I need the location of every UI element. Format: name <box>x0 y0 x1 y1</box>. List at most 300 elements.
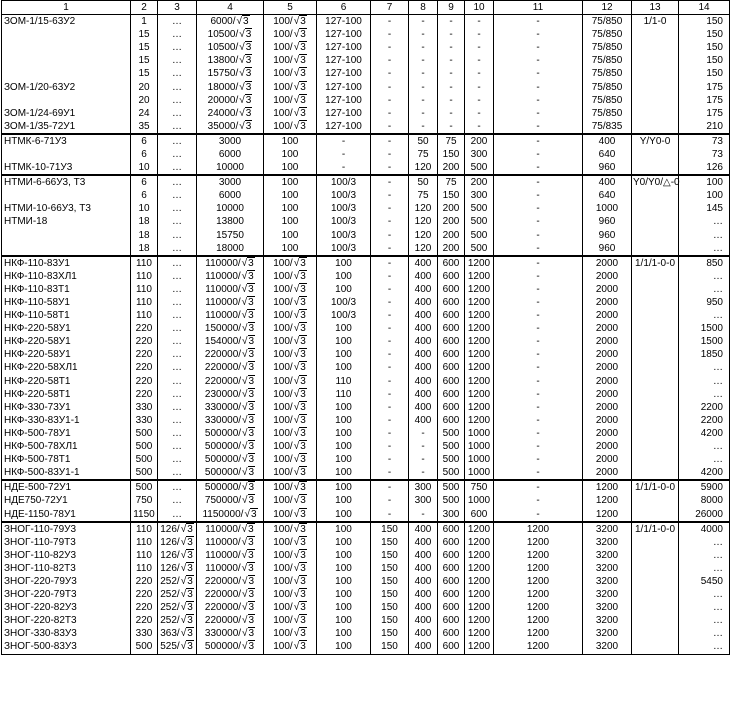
table-cell <box>632 107 679 120</box>
table-cell: 100 <box>264 229 317 242</box>
table-cell: 15 <box>131 67 158 80</box>
table-cell: 75/850 <box>583 107 632 120</box>
table-cell: - <box>371 296 409 309</box>
table-cell: … <box>158 494 197 507</box>
table-cell: 100/√3 <box>264 427 317 440</box>
table-cell: 150 <box>679 41 730 54</box>
table-cell: 100/√3 <box>264 401 317 414</box>
table-cell: 150 <box>438 148 465 161</box>
table-cell: 330000/√3 <box>197 627 264 640</box>
table-row <box>2 215 730 228</box>
table-cell: 1150 <box>131 507 158 521</box>
table-cell: - <box>494 322 583 335</box>
table-cell: 126/√3 <box>158 522 197 536</box>
table-cell: 100 <box>679 175 730 189</box>
table-cell: - <box>317 161 371 175</box>
table-cell: 100/3 <box>317 242 371 256</box>
table-cell: - <box>494 480 583 494</box>
table-cell: 10500/√3 <box>197 41 264 54</box>
table-cell: 100/3 <box>317 202 371 215</box>
table-cell: 500000/√3 <box>197 453 264 466</box>
table-cell: 150 <box>679 67 730 80</box>
table-cell: 100/√3 <box>264 335 317 348</box>
table-cell: - <box>494 215 583 228</box>
table-cell: 6 <box>131 148 158 161</box>
table-cell: 1200 <box>583 507 632 521</box>
table-cell: 600 <box>438 375 465 388</box>
table-cell: … <box>158 189 197 202</box>
table-cell: 100 <box>317 549 371 562</box>
table-cell: 6000 <box>197 148 264 161</box>
table-cell: 600 <box>438 601 465 614</box>
table-cell: 120 <box>409 215 438 228</box>
table-cell: - <box>438 54 465 67</box>
table-cell: 110 <box>317 375 371 388</box>
table-cell: 2000 <box>583 322 632 335</box>
table-row <box>2 256 730 270</box>
table-cell: … <box>158 256 197 270</box>
table-cell: 750000/√3 <box>197 494 264 507</box>
table-cell: 500 <box>131 466 158 480</box>
table-cell: 3200 <box>583 627 632 640</box>
table-cell: 1200 <box>494 640 583 654</box>
column-header: 7 <box>371 1 409 15</box>
table-cell: 100/√3 <box>264 309 317 322</box>
table-cell: - <box>409 15 438 29</box>
table-cell: 100 <box>317 588 371 601</box>
table-row <box>2 229 730 242</box>
table-cell: 960 <box>583 242 632 256</box>
table-cell: 150 <box>371 522 409 536</box>
table-cell <box>632 202 679 215</box>
table-cell: 600 <box>438 283 465 296</box>
table-cell: … <box>158 15 197 29</box>
table-cell <box>632 322 679 335</box>
table-cell: 330000/√3 <box>197 414 264 427</box>
table-cell: 3200 <box>583 640 632 654</box>
table-cell: 150 <box>371 549 409 562</box>
table-cell: 1500 <box>679 322 730 335</box>
table-cell: 10000 <box>197 161 264 175</box>
table-row <box>2 536 730 549</box>
table-cell: 1200 <box>494 562 583 575</box>
table-cell <box>632 215 679 228</box>
table-cell: 1200 <box>494 588 583 601</box>
table-cell: … <box>679 283 730 296</box>
transformer-type-cell: НКФ-500-78ХЛ1 <box>2 440 131 453</box>
column-header: 3 <box>158 1 197 15</box>
table-cell: 100/√3 <box>264 283 317 296</box>
column-header: 4 <box>197 1 264 15</box>
table-cell: 1000 <box>465 494 494 507</box>
table-cell: 600 <box>438 640 465 654</box>
table-cell: 3200 <box>583 575 632 588</box>
table-cell: 220 <box>131 614 158 627</box>
table-cell: - <box>465 54 494 67</box>
table-cell: 100 <box>264 242 317 256</box>
table-row <box>2 161 730 175</box>
table-cell: 3200 <box>583 588 632 601</box>
table-cell: 1200 <box>465 375 494 388</box>
table-cell: 220000/√3 <box>197 601 264 614</box>
table-cell: 100 <box>317 322 371 335</box>
table-cell: 500000/√3 <box>197 640 264 654</box>
table-cell: - <box>371 54 409 67</box>
table-cell: - <box>494 94 583 107</box>
table-cell: 252/√3 <box>158 588 197 601</box>
transformer-type-cell: ЗНОГ-220-79Т3 <box>2 588 131 601</box>
table-cell: - <box>494 361 583 374</box>
table-cell: - <box>371 120 409 134</box>
table-cell: 400 <box>409 601 438 614</box>
table-cell: … <box>158 401 197 414</box>
table-cell: 3200 <box>583 522 632 536</box>
table-cell: 100 <box>317 507 371 521</box>
table-row <box>2 335 730 348</box>
table-cell: 100 <box>317 283 371 296</box>
table-cell <box>632 242 679 256</box>
transformer-type-cell: НДЕ-1150-78У1 <box>2 507 131 521</box>
table-row <box>2 440 730 453</box>
transformer-type-cell: ЗНОГ-220-79У3 <box>2 575 131 588</box>
table-cell: 500 <box>438 440 465 453</box>
table-cell: 1200 <box>465 614 494 627</box>
table-cell: - <box>371 507 409 521</box>
table-cell: 960 <box>583 215 632 228</box>
table-cell: 2000 <box>583 401 632 414</box>
table-cell: 75/850 <box>583 80 632 93</box>
table-cell: 110000/√3 <box>197 309 264 322</box>
table-cell: … <box>679 536 730 549</box>
table-cell: 200 <box>438 161 465 175</box>
table-cell: 1200 <box>465 640 494 654</box>
table-cell: 400 <box>409 627 438 640</box>
table-cell: 100/3 <box>317 189 371 202</box>
table-cell: 100/√3 <box>264 480 317 494</box>
table-cell: - <box>438 94 465 107</box>
transformer-type-cell <box>2 189 131 202</box>
transformer-type-cell: НКФ-220-58У1 <box>2 348 131 361</box>
table-cell: - <box>371 388 409 401</box>
table-cell: Y0/Y0/△-0 <box>632 175 679 189</box>
table-row <box>2 296 730 309</box>
table-cell: 252/√3 <box>158 601 197 614</box>
table-cell: - <box>371 361 409 374</box>
table-cell: 100 <box>317 562 371 575</box>
table-cell: 500 <box>465 161 494 175</box>
column-header: 6 <box>317 1 371 15</box>
table-cell: - <box>371 322 409 335</box>
table-cell <box>632 161 679 175</box>
table-cell: 6 <box>131 175 158 189</box>
table-cell: 1200 <box>465 296 494 309</box>
table-row <box>2 549 730 562</box>
table-cell: 75/850 <box>583 41 632 54</box>
table-cell: 110000/√3 <box>197 270 264 283</box>
table-cell: - <box>371 242 409 256</box>
table-cell: 600 <box>438 588 465 601</box>
table-cell: … <box>158 427 197 440</box>
table-cell <box>632 507 679 521</box>
table-cell: 110 <box>131 536 158 549</box>
table-cell: 1000 <box>465 440 494 453</box>
table-cell: - <box>494 229 583 242</box>
table-cell: - <box>371 283 409 296</box>
transformer-type-cell <box>2 229 131 242</box>
table-row <box>2 562 730 575</box>
table-cell: - <box>494 202 583 215</box>
table-cell: 500 <box>131 640 158 654</box>
table-cell: 1000 <box>465 466 494 480</box>
table-cell: … <box>158 283 197 296</box>
table-cell: 200 <box>438 202 465 215</box>
transformer-type-cell: ЗНОГ-110-79У3 <box>2 522 131 536</box>
table-cell: 1200 <box>465 283 494 296</box>
column-header: 11 <box>494 1 583 15</box>
table-row <box>2 453 730 466</box>
table-cell: 1200 <box>465 335 494 348</box>
transformer-type-cell: НДЕ-500-72У1 <box>2 480 131 494</box>
table-cell: … <box>158 107 197 120</box>
table-cell: 960 <box>583 229 632 242</box>
table-cell: 220 <box>131 348 158 361</box>
transformer-type-cell: НКФ-110-83У1 <box>2 256 131 270</box>
transformer-type-cell <box>2 148 131 161</box>
table-cell: 20 <box>131 80 158 93</box>
table-cell: 75/850 <box>583 28 632 41</box>
table-row <box>2 270 730 283</box>
table-cell: 2000 <box>583 335 632 348</box>
table-cell: 330 <box>131 401 158 414</box>
table-cell: 2000 <box>583 348 632 361</box>
table-cell: … <box>158 270 197 283</box>
table-cell: - <box>494 67 583 80</box>
table-cell: 110 <box>131 549 158 562</box>
table-cell: - <box>494 401 583 414</box>
table-cell: 100 <box>317 575 371 588</box>
table-cell: 110000/√3 <box>197 283 264 296</box>
table-cell: 400 <box>409 614 438 627</box>
table-cell: … <box>158 41 197 54</box>
table-cell: 600 <box>438 414 465 427</box>
table-cell: - <box>494 134 583 148</box>
table-cell: - <box>317 134 371 148</box>
table-cell <box>632 296 679 309</box>
table-cell: 100 <box>317 270 371 283</box>
table-cell: 6 <box>131 189 158 202</box>
table-cell: 110000/√3 <box>197 536 264 549</box>
transformer-type-cell: НКФ-110-83Т1 <box>2 283 131 296</box>
table-cell: 500 <box>131 440 158 453</box>
table-cell: 100/√3 <box>264 536 317 549</box>
table-cell: 1200 <box>494 614 583 627</box>
table-row <box>2 480 730 494</box>
table-cell: - <box>409 41 438 54</box>
table-cell: 6 <box>131 134 158 148</box>
table-cell <box>632 80 679 93</box>
table-cell: 220000/√3 <box>197 361 264 374</box>
table-cell: 127-100 <box>317 80 371 93</box>
transformer-type-cell <box>2 94 131 107</box>
table-cell: 950 <box>679 296 730 309</box>
table-row <box>2 614 730 627</box>
table-row <box>2 175 730 189</box>
table-cell: 100 <box>317 335 371 348</box>
table-cell: 100/√3 <box>264 549 317 562</box>
table-cell: 24000/√3 <box>197 107 264 120</box>
table-cell <box>632 388 679 401</box>
table-cell: 120 <box>409 202 438 215</box>
table-cell: 600 <box>438 522 465 536</box>
transformer-type-cell <box>2 41 131 54</box>
table-cell: - <box>494 15 583 29</box>
table-cell: 75 <box>438 175 465 189</box>
table-cell: … <box>158 388 197 401</box>
transformer-type-cell: ЗНОГ-110-79Т3 <box>2 536 131 549</box>
table-cell: 110 <box>131 256 158 270</box>
table-cell: … <box>679 375 730 388</box>
table-cell: … <box>158 361 197 374</box>
table-cell: 500 <box>131 480 158 494</box>
table-cell: 150 <box>371 588 409 601</box>
table-cell: 75 <box>438 134 465 148</box>
table-cell: 100/√3 <box>264 322 317 335</box>
column-header: 14 <box>679 1 730 15</box>
table-cell: 500000/√3 <box>197 440 264 453</box>
table-cell: 400 <box>409 322 438 335</box>
table-cell <box>632 335 679 348</box>
transformer-type-cell: НКФ-330-83У1-1 <box>2 414 131 427</box>
table-cell: … <box>158 134 197 148</box>
table-cell: 100/√3 <box>264 375 317 388</box>
table-cell: 150 <box>371 640 409 654</box>
table-cell <box>632 427 679 440</box>
table-cell: - <box>494 175 583 189</box>
table-cell: - <box>465 94 494 107</box>
table-cell: - <box>371 309 409 322</box>
table-cell <box>632 601 679 614</box>
table-cell: 100 <box>264 161 317 175</box>
table-cell: 100 <box>317 640 371 654</box>
table-cell: 600 <box>438 348 465 361</box>
table-cell: 400 <box>409 388 438 401</box>
table-cell: 3200 <box>583 601 632 614</box>
table-cell: 3200 <box>583 549 632 562</box>
table-cell: 200 <box>438 229 465 242</box>
table-row <box>2 15 730 29</box>
table-cell: … <box>679 549 730 562</box>
table-row <box>2 41 730 54</box>
table-cell: 15 <box>131 28 158 41</box>
table-cell: 1/1/1-0-0 <box>632 256 679 270</box>
table-cell: 100 <box>317 427 371 440</box>
table-cell: - <box>494 54 583 67</box>
table-cell: 1000 <box>465 453 494 466</box>
table-cell: 126 <box>679 161 730 175</box>
column-header: 8 <box>409 1 438 15</box>
table-cell: 100/3 <box>317 175 371 189</box>
table-cell: - <box>494 507 583 521</box>
table-cell: 400 <box>409 575 438 588</box>
table-cell: 6000 <box>197 189 264 202</box>
table-cell: - <box>409 54 438 67</box>
table-cell: 110000/√3 <box>197 296 264 309</box>
table-cell: - <box>494 348 583 361</box>
table-cell: 127-100 <box>317 67 371 80</box>
table-cell: 18 <box>131 215 158 228</box>
table-cell: 5450 <box>679 575 730 588</box>
table-cell: - <box>494 414 583 427</box>
table-row <box>2 67 730 80</box>
table-cell: 400 <box>409 640 438 654</box>
table-cell: 8000 <box>679 494 730 507</box>
table-cell: 400 <box>409 283 438 296</box>
table-cell: 400 <box>409 335 438 348</box>
table-cell: 100 <box>317 453 371 466</box>
table-cell: - <box>371 161 409 175</box>
table-cell: 175 <box>679 107 730 120</box>
table-cell: 13800 <box>197 215 264 228</box>
table-cell: 220 <box>131 601 158 614</box>
table-cell: 3000 <box>197 175 264 189</box>
table-cell: 500 <box>438 427 465 440</box>
table-cell: 100 <box>317 494 371 507</box>
table-cell: 200 <box>465 175 494 189</box>
table-cell: 1200 <box>465 601 494 614</box>
table-row <box>2 522 730 536</box>
table-cell: 100 <box>317 440 371 453</box>
table-cell: 24 <box>131 107 158 120</box>
table-cell: - <box>465 15 494 29</box>
table-cell: 100 <box>317 466 371 480</box>
transformer-type-cell: НКФ-220-58Т1 <box>2 375 131 388</box>
table-cell: 75 <box>409 189 438 202</box>
transformer-type-cell: НКФ-110-83ХЛ1 <box>2 270 131 283</box>
column-header: 9 <box>438 1 465 15</box>
table-cell: - <box>465 80 494 93</box>
table-cell: 150 <box>679 54 730 67</box>
table-cell: 1200 <box>494 627 583 640</box>
table-cell: … <box>158 120 197 134</box>
table-cell: - <box>371 427 409 440</box>
table-row <box>2 375 730 388</box>
table-cell: 18 <box>131 242 158 256</box>
table-cell: 750 <box>131 494 158 507</box>
table-cell: - <box>494 453 583 466</box>
table-cell: 1/1/1-0-0 <box>632 522 679 536</box>
table-cell: - <box>438 80 465 93</box>
table-cell <box>632 466 679 480</box>
table-row <box>2 427 730 440</box>
table-cell: 220 <box>131 375 158 388</box>
table-cell: - <box>438 41 465 54</box>
table-cell: 100/√3 <box>264 614 317 627</box>
column-header: 2 <box>131 1 158 15</box>
table-cell: 1200 <box>465 256 494 270</box>
table-cell: 330 <box>131 414 158 427</box>
table-cell: 252/√3 <box>158 575 197 588</box>
table-cell: 2200 <box>679 414 730 427</box>
table-cell: 150 <box>371 575 409 588</box>
table-cell: 100/√3 <box>264 296 317 309</box>
table-cell: 500 <box>465 202 494 215</box>
table-cell: - <box>371 256 409 270</box>
table-cell: 110 <box>131 562 158 575</box>
table-cell: - <box>409 120 438 134</box>
table-cell: 640 <box>583 189 632 202</box>
table-cell: 1200 <box>494 601 583 614</box>
table-cell: 110 <box>131 296 158 309</box>
